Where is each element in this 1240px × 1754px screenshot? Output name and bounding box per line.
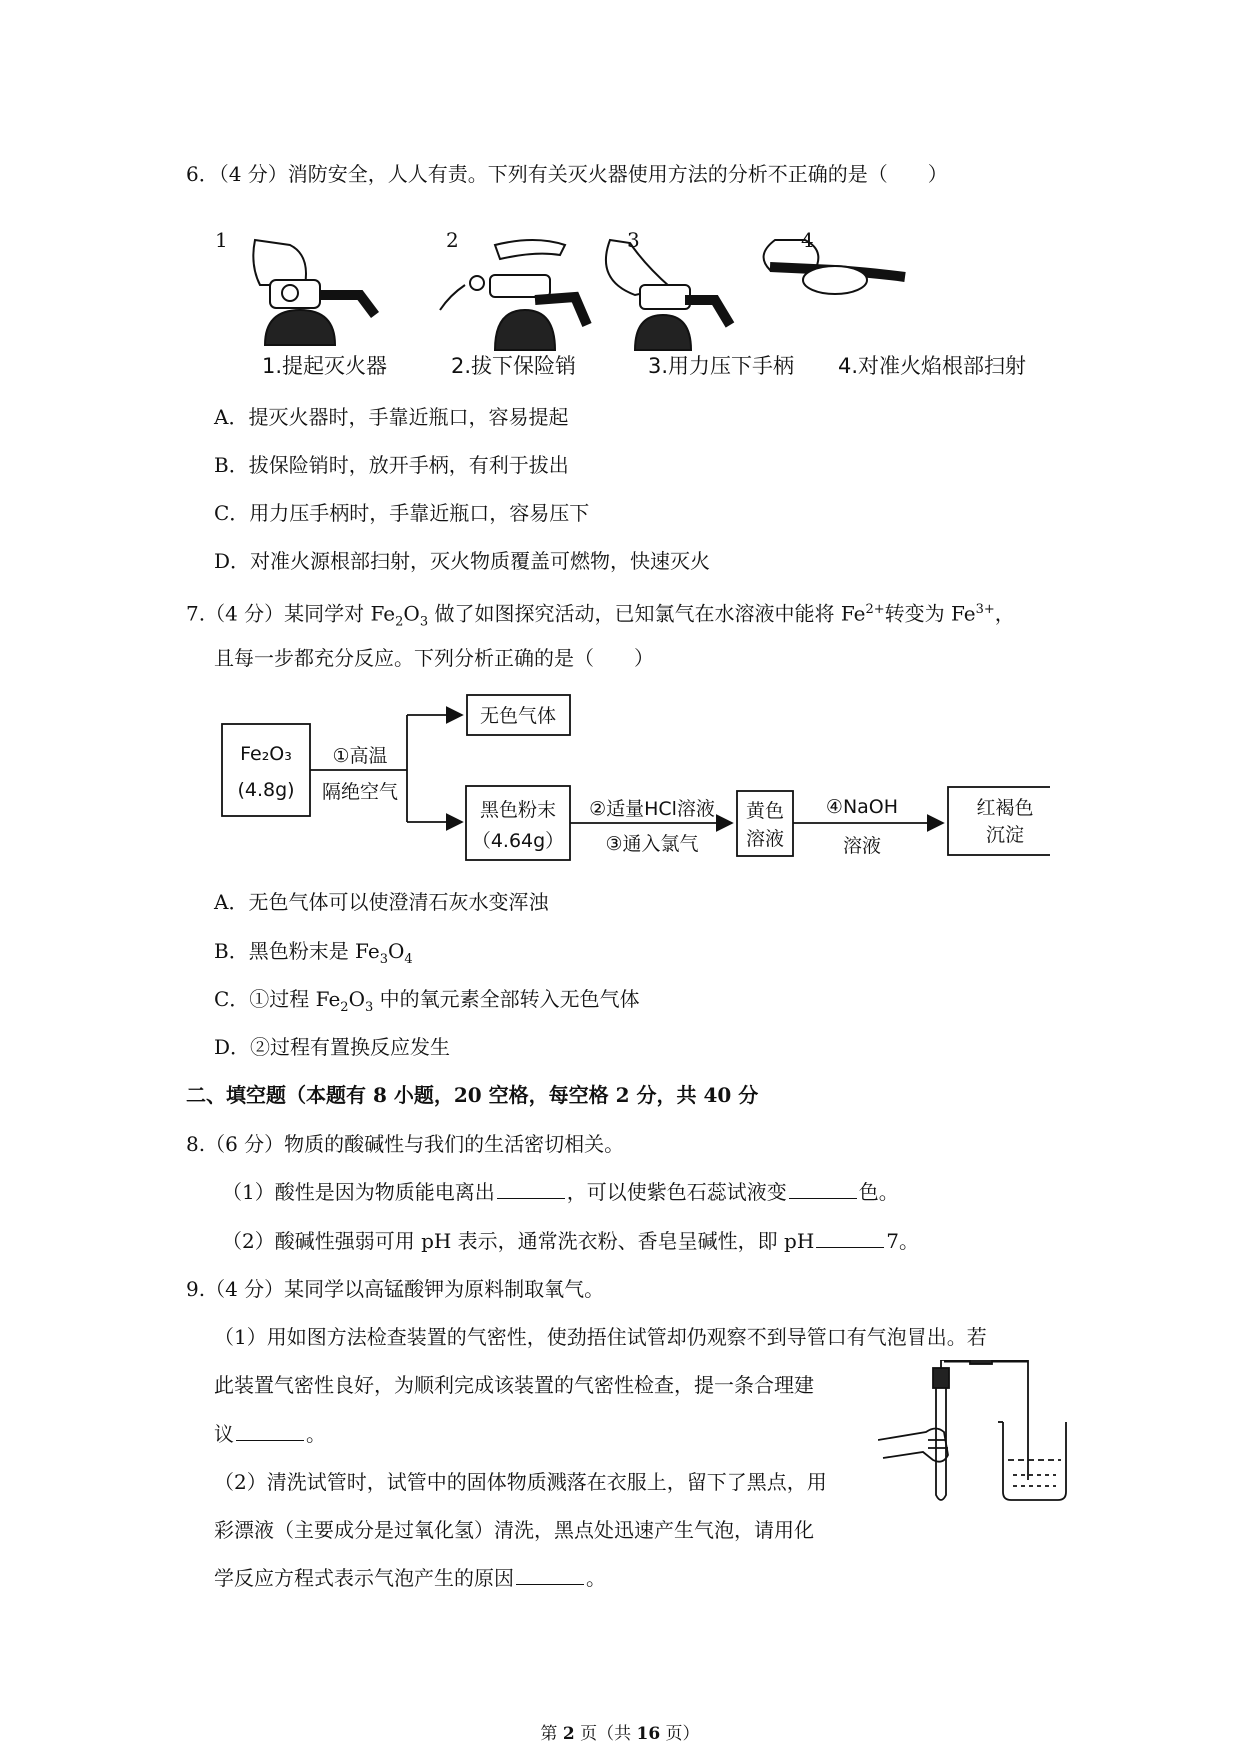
step1-bottom: 隔绝空气 xyxy=(321,781,399,803)
step3-label: ③通入氯气 xyxy=(605,833,699,855)
yellow-label-2: 溶液 xyxy=(745,828,785,850)
powder-mass: （4.64g） xyxy=(471,830,565,852)
answer-blank[interactable] xyxy=(816,1227,884,1248)
q9-stem: 9.（4 分）某同学以高锰酸钾为原料制取氧气。 xyxy=(186,1277,605,1301)
step-caption-2: 2.拔下保险销 xyxy=(451,354,577,378)
step1-top: ①高温 xyxy=(332,745,388,767)
q7-option-b: B．黑色粉末是 $Fe_3O_4$ xyxy=(214,939,413,967)
q6-stem: 6．（4 分）消防安全，人人有责。下列有关灭火器使用方法的分析不正确的是（ ） xyxy=(186,162,948,186)
box-fe2o3 xyxy=(222,724,310,816)
q7-option-a: A．无色气体可以使澄清石灰水变浑浊 xyxy=(214,890,549,914)
step-number-3: 3 xyxy=(627,228,640,252)
gas-label: 无色气体 xyxy=(479,705,557,727)
step4-bottom: 溶液 xyxy=(842,835,882,857)
fe2o3-flow-diagram xyxy=(200,690,1050,865)
q9-part1-line3: 议 。 xyxy=(214,1422,326,1446)
step-caption-4: 4.对准火焰根部扫射 xyxy=(838,354,1027,378)
q9-part1-line1: （1）用如图方法检查装置的气密性，使劲捂住试管却仍观察不到导管口有气泡冒出。若 xyxy=(214,1325,987,1349)
q8-part1: （1）酸性是因为物质能电离出 ，可以使紫色石蕊试液变 色。 xyxy=(222,1180,899,1204)
q8-part2: （2）酸碱性强弱可用 pH 表示，通常洗衣粉、香皂呈碱性，即 pH 7。 xyxy=(222,1229,920,1253)
answer-blank[interactable] xyxy=(516,1564,584,1585)
q7-option-c: C．①过程 $Fe_2O_3$ 中的氧元素全部转入无色气体 xyxy=(214,987,640,1015)
q7-option-d: D．②过程有置换反应发生 xyxy=(214,1035,451,1059)
step-caption-1: 1.提起灭火器 xyxy=(262,354,388,378)
answer-blank[interactable] xyxy=(236,1420,304,1441)
q7-stem-line2: 且每一步都充分反应。下列分析正确的是（ ） xyxy=(214,646,654,670)
q6-option-b: B．拔保险销时，放开手柄，有利于拔出 xyxy=(214,453,569,477)
red-label-2: 沉淀 xyxy=(985,824,1025,846)
powder-label: 黑色粉末 xyxy=(479,799,557,821)
fe2o3-mass: (4.8g) xyxy=(237,779,295,801)
airtightness-test-apparatus xyxy=(878,1360,1078,1510)
answer-blank[interactable] xyxy=(789,1178,857,1199)
red-label-1: 红褐色 xyxy=(976,797,1034,819)
step4-top: ④NaOH xyxy=(825,796,899,818)
q9-part2-line3: 学反应方程式表示气泡产生的原因 。 xyxy=(214,1566,606,1590)
q8-stem: 8.（6 分）物质的酸碱性与我们的生活密切相关。 xyxy=(186,1132,625,1156)
step2-label: ②适量HCl溶液 xyxy=(589,798,715,820)
q9-part1-line2: 此装置气密性良好，为顺利完成该装置的气密性检查，提一条合理建 xyxy=(214,1373,814,1397)
fe2o3-label: Fe₂O₃ xyxy=(240,743,292,765)
step-number-2: 2 xyxy=(446,228,459,252)
step-number-4: 4 xyxy=(801,228,814,252)
q9-part2-line1: （2）清洗试管时，试管中的固体物质溅落在衣服上，留下了黑点，用 xyxy=(214,1470,827,1494)
section-2-heading: 二、填空题（本题有 8 小题，20 空格，每空格 2 分，共 40 分 xyxy=(186,1083,759,1107)
step-caption-3: 3.用力压下手柄 xyxy=(648,354,795,378)
q6-option-d: D．对准火源根部扫射，灭火物质覆盖可燃物，快速灭火 xyxy=(214,549,711,573)
q7-stem-line1: 7.（4 分）某同学对 $Fe_2O_3$ 做了如图探究活动，已知氯气在水溶液中能将 $Fe^{2+}$转变为 $Fe^{3+}$， xyxy=(186,601,1015,630)
q6-option-c: C．用力压手柄时，手靠近瓶口，容易压下 xyxy=(214,501,590,525)
yellow-label-1: 黄色 xyxy=(745,800,785,822)
step-number-1: 1 xyxy=(215,228,228,252)
q6-option-a: A．提灭火器时，手靠近瓶口，容易提起 xyxy=(214,405,569,429)
page-footer: 第 2 页（共 16 页） xyxy=(540,1724,700,1744)
answer-blank[interactable] xyxy=(497,1178,565,1199)
q9-part2-line2: 彩漂液（主要成分是过氧化氢）清洗，黑点处迅速产生气泡，请用化 xyxy=(214,1518,814,1542)
